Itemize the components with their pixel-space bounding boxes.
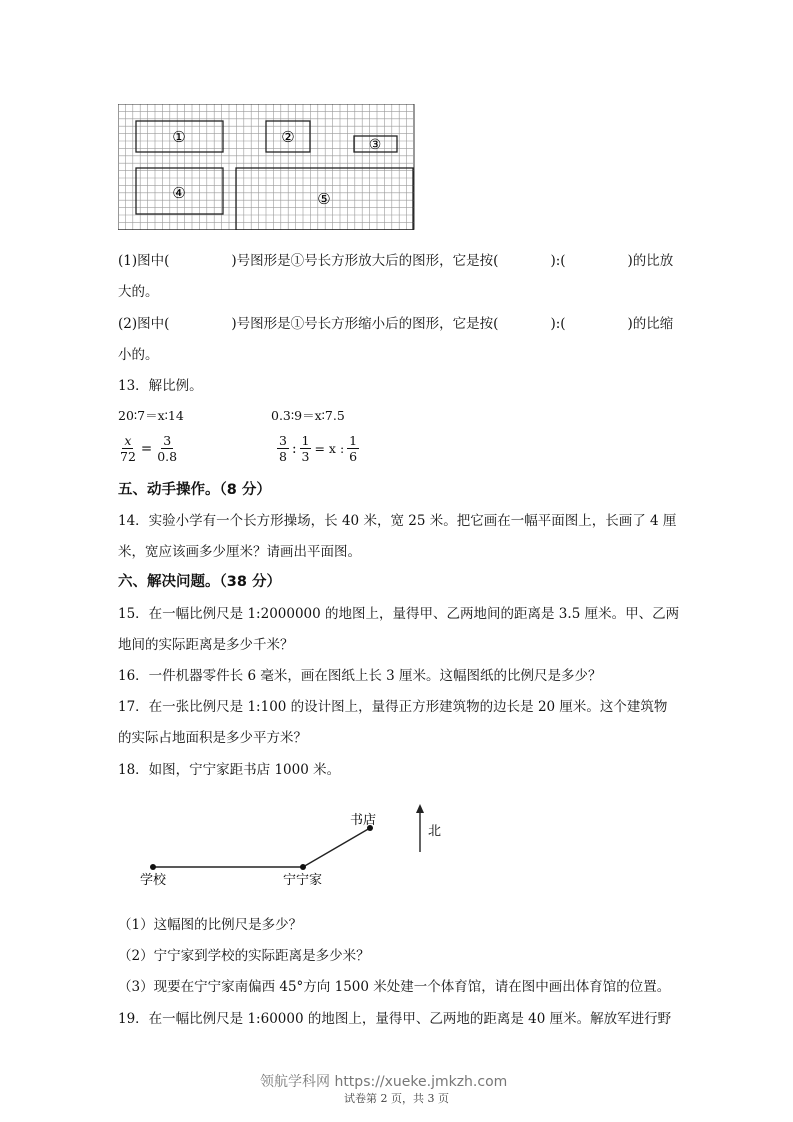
q17-line2: 的实际占地面积是多少平方米？ xyxy=(118,730,307,746)
q17-line1: 17．在一张比例尺是 1:100 的设计图上，量得正方形建筑物的边长是 20 厘米。这个建筑物 xyxy=(118,699,668,715)
watermark: 领航学科网 https://xueke.jmkzh.com xyxy=(260,1074,508,1090)
section6-heading: 六、解决问题。（38 分） xyxy=(118,574,281,590)
page-number: 试卷第 2 页，共 3 页 xyxy=(344,1092,449,1105)
q15-line1: 15．在一幅比例尺是 1:2000000 的地图上，量得甲、乙两地间的距离是 3.5 厘米。甲、乙两 xyxy=(118,606,680,622)
label-4: ④ xyxy=(172,184,186,202)
q18-1: （1）这幅图的比例尺是多少？ xyxy=(118,917,303,933)
q12-line4: 小的。 xyxy=(118,347,159,363)
label-2: ② xyxy=(281,128,295,146)
q12-line2: 大的。 xyxy=(118,284,159,300)
bookstore-label: 书店 xyxy=(350,813,377,828)
q14-line1: 14．实验小学有一个长方形操场，长 40 米，宽 25 米。把它画在一幅平面图上，长画了 4 厘 xyxy=(118,513,677,529)
home-bookstore-line xyxy=(303,828,370,867)
school-label: 学校 xyxy=(140,873,167,888)
north-label: 北 xyxy=(428,824,442,839)
q16: 16．一件机器零件长 6 毫米，画在图纸上长 3 厘米。这幅图纸的比例尺是多少？ xyxy=(118,668,602,684)
q15-line2: 地间的实际距离是多少千米？ xyxy=(118,637,294,653)
grid-figure xyxy=(118,104,418,230)
q13-title: 13．解比例。 xyxy=(118,378,203,394)
home-label: 宁宁家 xyxy=(283,873,323,888)
q18: 18．如图，宁宁家距书店 1000 米。 xyxy=(118,762,341,778)
map-figure xyxy=(130,800,470,895)
q14-line2: 米，宽应该画多少厘米？请画出平面图。 xyxy=(118,544,361,560)
q19-line1: 19．在一幅比例尺是 1:60000 的地图上，量得甲、乙两地的距离是 40 厘米。解放军进行野 xyxy=(118,1011,672,1027)
label-1: ① xyxy=(172,128,186,146)
school-point xyxy=(150,864,156,870)
label-5: ⑤ xyxy=(317,190,331,208)
q12-line3: (2)图中( )号图形是①号长方形缩小后的图形，它是按( ):( )的比缩 xyxy=(118,316,674,332)
q13-eq1: 20∶7＝x∶14 xyxy=(118,408,184,423)
q13-eq4: $\frac{3}{8}$ : $\frac{1}{3}$ = x : $\frac{1}{6}$ xyxy=(279,433,358,464)
q13-eq2: 0.3∶9＝x∶7.5 xyxy=(271,408,345,423)
q12-line1: (1)图中( )号图形是①号长方形放大后的图形，它是按( ):( )的比放 xyxy=(118,253,674,269)
q18-2: （2）宁宁家到学校的实际距离是多少米？ xyxy=(118,948,370,964)
north-arrow-head xyxy=(416,804,424,813)
q18-3: （3）现要在宁宁家南偏西 45°方向 1500 米处建一个体育馆，请在图中画出体育馆的位置。 xyxy=(118,979,671,995)
home-point xyxy=(300,864,306,870)
label-3: ③ xyxy=(368,137,382,153)
section5-heading: 五、动手操作。（8 分） xyxy=(118,482,271,498)
q13-eq3: $\frac{x}{72}$ = $\frac{3}{0.8}$ xyxy=(120,433,178,464)
